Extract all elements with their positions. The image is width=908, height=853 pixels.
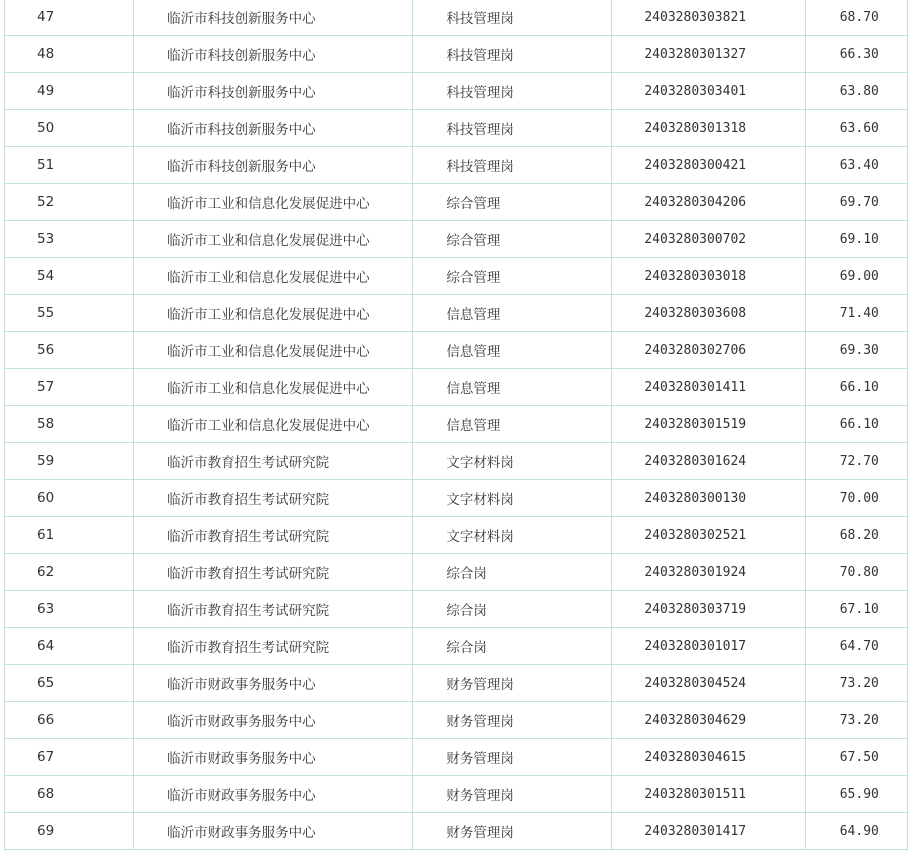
row-number-cell: 58 [5, 406, 134, 443]
employer-unit-cell: 临沂市教育招生考试研究院 [134, 517, 413, 554]
score-cell: 68.20 [805, 517, 907, 554]
position-cell: 财务管理岗 [413, 813, 612, 850]
admission-ticket-cell: 2403280304615 [612, 739, 805, 776]
score-cell: 68.70 [805, 0, 907, 36]
employer-unit-cell: 临沂市工业和信息化发展促进中心 [134, 221, 413, 258]
employer-unit-cell: 临沂市工业和信息化发展促进中心 [134, 184, 413, 221]
score-cell: 70.80 [805, 554, 907, 591]
results-table [4, 0, 908, 850]
score-cell: 72.70 [805, 443, 907, 480]
table-row [5, 443, 908, 480]
admission-ticket-cell: 2403280303018 [612, 258, 805, 295]
employer-unit-cell: 临沂市财政事务服务中心 [134, 702, 413, 739]
position-cell: 信息管理 [413, 295, 612, 332]
admission-ticket-cell: 2403280301417 [612, 813, 805, 850]
table-row [5, 591, 908, 628]
table-row [5, 554, 908, 591]
employer-unit-cell: 临沂市财政事务服务中心 [134, 776, 413, 813]
row-number-cell: 59 [5, 443, 134, 480]
admission-ticket-cell: 2403280301318 [612, 110, 805, 147]
row-number-cell: 48 [5, 36, 134, 73]
employer-unit-cell: 临沂市财政事务服务中心 [134, 739, 413, 776]
employer-unit-cell: 临沂市教育招生考试研究院 [134, 554, 413, 591]
position-cell: 科技管理岗 [413, 0, 612, 36]
position-cell: 综合管理 [413, 184, 612, 221]
employer-unit-cell: 临沂市工业和信息化发展促进中心 [134, 258, 413, 295]
score-cell: 65.90 [805, 776, 907, 813]
position-cell: 财务管理岗 [413, 739, 612, 776]
results-table-body [5, 0, 908, 850]
admission-ticket-cell: 2403280301924 [612, 554, 805, 591]
score-cell: 66.30 [805, 36, 907, 73]
row-number-cell: 56 [5, 332, 134, 369]
admission-ticket-cell: 2403280303821 [612, 0, 805, 36]
position-cell: 财务管理岗 [413, 665, 612, 702]
table-row [5, 517, 908, 554]
score-cell: 63.40 [805, 147, 907, 184]
score-cell: 67.50 [805, 739, 907, 776]
admission-ticket-cell: 2403280304524 [612, 665, 805, 702]
row-number-cell: 62 [5, 554, 134, 591]
score-cell: 71.40 [805, 295, 907, 332]
row-number-cell: 63 [5, 591, 134, 628]
row-number-cell: 60 [5, 480, 134, 517]
row-number-cell: 50 [5, 110, 134, 147]
row-number-cell: 54 [5, 258, 134, 295]
table-row [5, 36, 908, 73]
employer-unit-cell: 临沂市财政事务服务中心 [134, 665, 413, 702]
admission-ticket-cell: 2403280301017 [612, 628, 805, 665]
position-cell: 综合岗 [413, 591, 612, 628]
admission-ticket-cell: 2403280301411 [612, 369, 805, 406]
score-cell: 67.10 [805, 591, 907, 628]
employer-unit-cell: 临沂市教育招生考试研究院 [134, 480, 413, 517]
position-cell: 文字材料岗 [413, 480, 612, 517]
position-cell: 文字材料岗 [413, 517, 612, 554]
employer-unit-cell: 临沂市工业和信息化发展促进中心 [134, 332, 413, 369]
admission-ticket-cell: 2403280303401 [612, 73, 805, 110]
row-number-cell: 53 [5, 221, 134, 258]
table-row [5, 221, 908, 258]
score-cell: 64.90 [805, 813, 907, 850]
admission-ticket-cell: 2403280301327 [612, 36, 805, 73]
score-cell: 66.10 [805, 406, 907, 443]
position-cell: 科技管理岗 [413, 147, 612, 184]
position-cell: 综合岗 [413, 554, 612, 591]
table-row [5, 184, 908, 221]
admission-ticket-cell: 2403280300130 [612, 480, 805, 517]
position-cell: 财务管理岗 [413, 776, 612, 813]
score-cell: 66.10 [805, 369, 907, 406]
position-cell: 综合管理 [413, 221, 612, 258]
position-cell: 综合岗 [413, 628, 612, 665]
employer-unit-cell: 临沂市财政事务服务中心 [134, 813, 413, 850]
score-cell: 69.10 [805, 221, 907, 258]
table-row [5, 0, 908, 36]
position-cell: 科技管理岗 [413, 110, 612, 147]
table-row [5, 406, 908, 443]
employer-unit-cell: 临沂市教育招生考试研究院 [134, 443, 413, 480]
table-row [5, 258, 908, 295]
table-row [5, 480, 908, 517]
position-cell: 文字材料岗 [413, 443, 612, 480]
score-cell: 70.00 [805, 480, 907, 517]
table-row [5, 147, 908, 184]
employer-unit-cell: 临沂市教育招生考试研究院 [134, 591, 413, 628]
table-row [5, 295, 908, 332]
score-cell: 63.60 [805, 110, 907, 147]
score-cell: 73.20 [805, 702, 907, 739]
row-number-cell: 51 [5, 147, 134, 184]
position-cell: 信息管理 [413, 406, 612, 443]
table-row [5, 739, 908, 776]
admission-ticket-cell: 2403280303719 [612, 591, 805, 628]
row-number-cell: 57 [5, 369, 134, 406]
score-cell: 64.70 [805, 628, 907, 665]
row-number-cell: 52 [5, 184, 134, 221]
admission-ticket-cell: 2403280301624 [612, 443, 805, 480]
admission-ticket-cell: 2403280301519 [612, 406, 805, 443]
score-cell: 63.80 [805, 73, 907, 110]
score-cell: 73.20 [805, 665, 907, 702]
admission-ticket-cell: 2403280304629 [612, 702, 805, 739]
admission-ticket-cell: 2403280303608 [612, 295, 805, 332]
row-number-cell: 47 [5, 0, 134, 36]
position-cell: 科技管理岗 [413, 73, 612, 110]
employer-unit-cell: 临沂市科技创新服务中心 [134, 73, 413, 110]
admission-ticket-cell: 2403280304206 [612, 184, 805, 221]
table-row [5, 776, 908, 813]
table-row [5, 369, 908, 406]
table-row [5, 813, 908, 850]
row-number-cell: 68 [5, 776, 134, 813]
employer-unit-cell: 临沂市科技创新服务中心 [134, 0, 413, 36]
table-row [5, 628, 908, 665]
employer-unit-cell: 临沂市科技创新服务中心 [134, 36, 413, 73]
row-number-cell: 55 [5, 295, 134, 332]
admission-ticket-cell: 2403280301511 [612, 776, 805, 813]
row-number-cell: 65 [5, 665, 134, 702]
employer-unit-cell: 临沂市工业和信息化发展促进中心 [134, 295, 413, 332]
row-number-cell: 66 [5, 702, 134, 739]
table-row [5, 702, 908, 739]
position-cell: 综合管理 [413, 258, 612, 295]
position-cell: 信息管理 [413, 332, 612, 369]
admission-ticket-cell: 2403280300702 [612, 221, 805, 258]
score-cell: 69.00 [805, 258, 907, 295]
employer-unit-cell: 临沂市科技创新服务中心 [134, 147, 413, 184]
table-row [5, 665, 908, 702]
row-number-cell: 69 [5, 813, 134, 850]
position-cell: 财务管理岗 [413, 702, 612, 739]
employer-unit-cell: 临沂市工业和信息化发展促进中心 [134, 369, 413, 406]
row-number-cell: 64 [5, 628, 134, 665]
score-cell: 69.30 [805, 332, 907, 369]
employer-unit-cell: 临沂市科技创新服务中心 [134, 110, 413, 147]
employer-unit-cell: 临沂市教育招生考试研究院 [134, 628, 413, 665]
employer-unit-cell: 临沂市工业和信息化发展促进中心 [134, 406, 413, 443]
position-cell: 科技管理岗 [413, 36, 612, 73]
row-number-cell: 61 [5, 517, 134, 554]
table-row [5, 73, 908, 110]
row-number-cell: 67 [5, 739, 134, 776]
position-cell: 信息管理 [413, 369, 612, 406]
admission-ticket-cell: 2403280302706 [612, 332, 805, 369]
score-cell: 69.70 [805, 184, 907, 221]
table-row [5, 332, 908, 369]
admission-ticket-cell: 2403280302521 [612, 517, 805, 554]
row-number-cell: 49 [5, 73, 134, 110]
admission-ticket-cell: 2403280300421 [612, 147, 805, 184]
table-row [5, 110, 908, 147]
